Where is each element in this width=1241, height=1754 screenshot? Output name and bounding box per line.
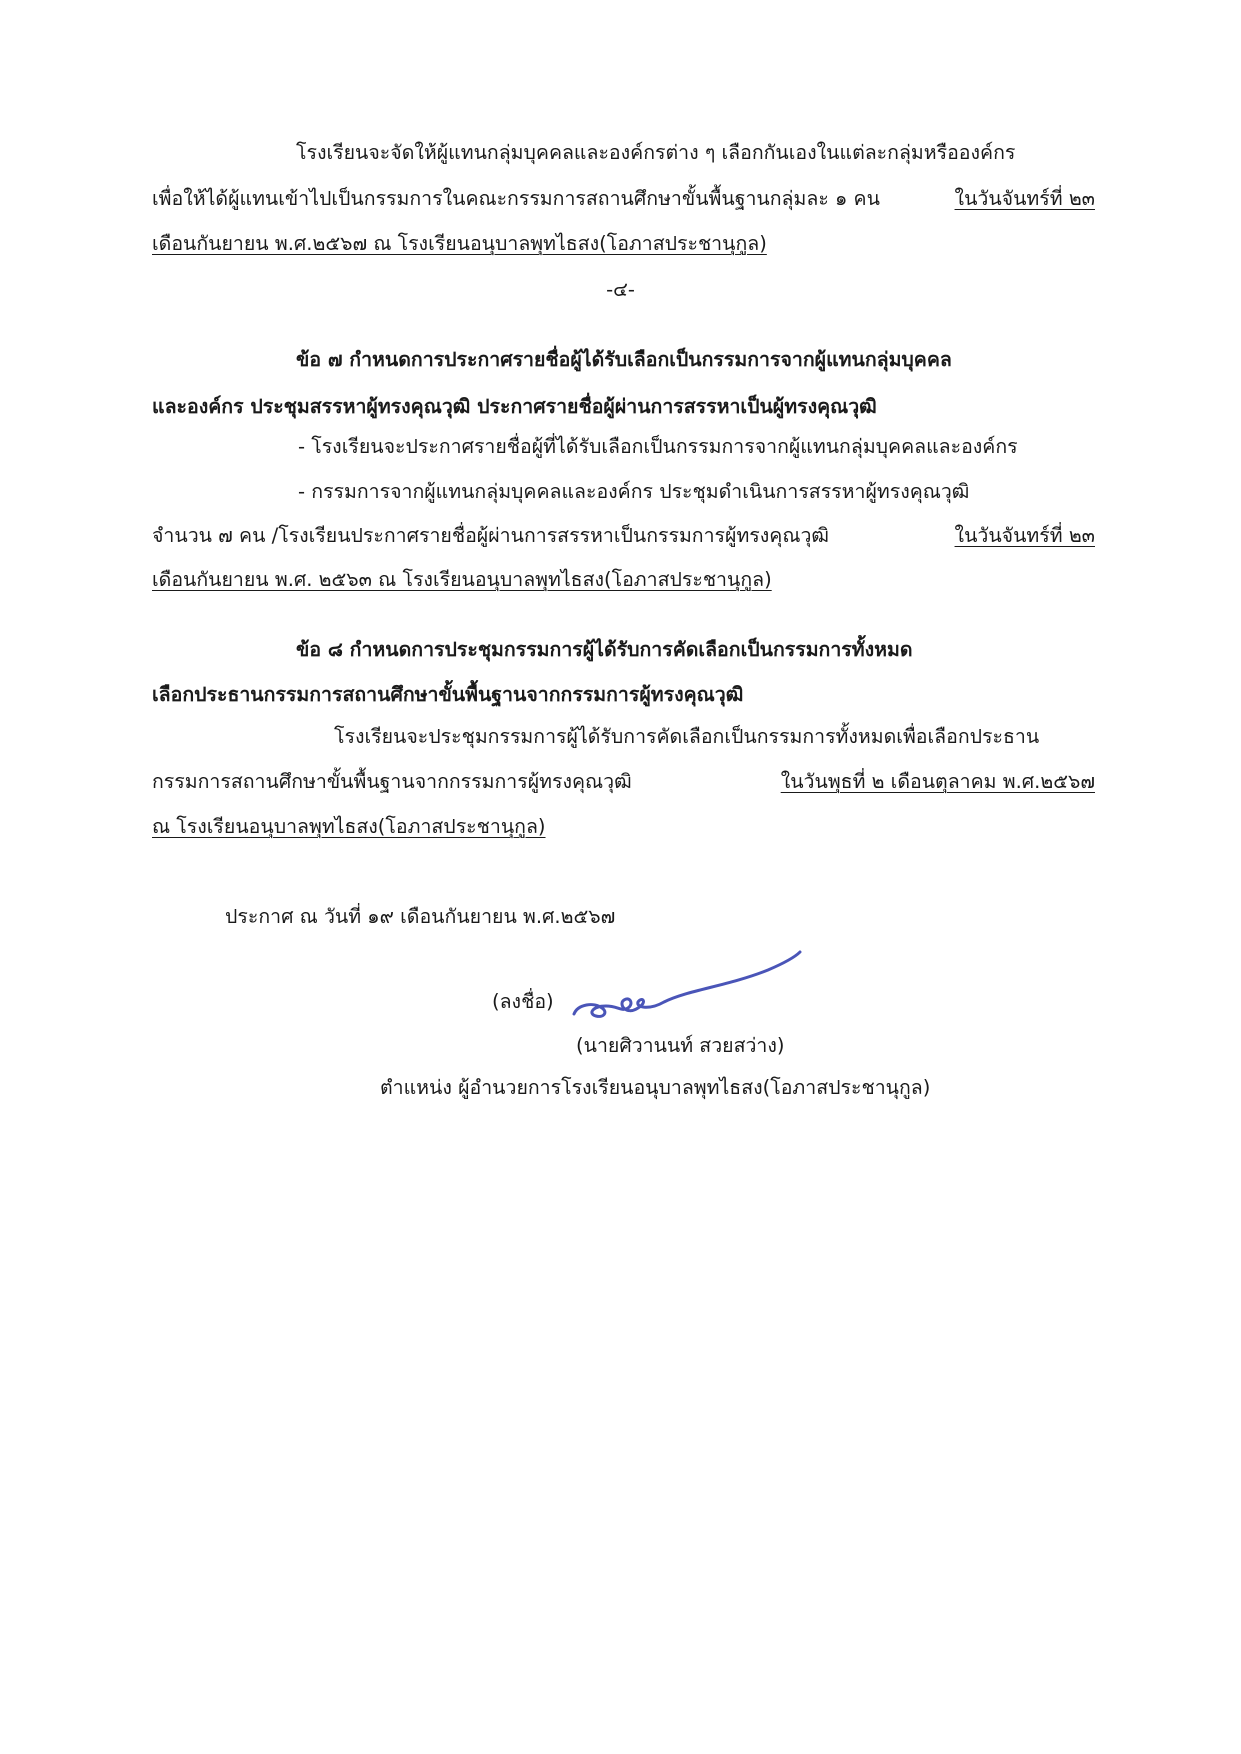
prev-line-2-date: ในวันจันทร์ที่ ๒๓ [954, 187, 1095, 210]
section-7-line-3 [152, 521, 1095, 551]
page-number: -๔- [606, 278, 635, 301]
prev-paragraph-line-2 [152, 184, 1095, 214]
section-8-heading-line-1: ข้อ ๘ กำหนดการประชุมกรรมการผู้ได้รับการคัดเลือกเป็นกรรมการทั้งหมด [296, 638, 913, 661]
prev-paragraph-line-3: เดือนกันยายน พ.ศ.๒๕๖๗ ณ โรงเรียนอนุบาลพุทไธสง(โอภาสประชานุกูล) [152, 232, 767, 255]
sign-label: (ลงชื่อ) [492, 990, 554, 1013]
section-7-heading-line-1: ข้อ ๗ กำหนดการประกาศรายชื่อผู้ได้รับเลือกเป็นกรรมการจากผู้แทนกลุ่มบุคคล [296, 348, 952, 371]
section-7-line-3-date: ในวันจันทร์ที่ ๒๓ [954, 524, 1095, 547]
section-7-bullet-1: - โรงเรียนจะประกาศรายชื่อผู้ที่ได้รับเลือกเป็นกรรมการจากผู้แทนกลุ่มบุคคลและองค์กร [298, 435, 1018, 458]
signature-stroke [574, 952, 800, 1016]
section-8-heading-line-2: เลือกประธานกรรมการสถานศึกษาขั้นพื้นฐานจากกรรมการผู้ทรงคุณวุฒิ [152, 683, 744, 706]
announce-date: ประกาศ ณ วันที่ ๑๙ เดือนกันยายน พ.ศ.๒๕๖๗ [225, 905, 616, 928]
section-8-line-1: โรงเรียนจะประชุมกรรมการผู้ได้รับการคัดเลือกเป็นกรรมการทั้งหมดเพื่อเลือกประธาน [334, 725, 1040, 748]
signer-name: (นายศิวานนท์ สวยสว่าง) [576, 1034, 785, 1057]
section-8-line-2-date: ในวันพุธที่ ๒ เดือนตุลาคม พ.ศ.๒๕๖๗ [780, 770, 1095, 793]
section-7-heading-line-2: และองค์กร ประชุมสรรหาผู้ทรงคุณวุฒิ ประกาศรายชื่อผู้ผ่านการสรรหาเป็นผู้ทรงคุณวุฒิ [152, 395, 877, 418]
prev-paragraph-line-1: โรงเรียนจะจัดให้ผู้แทนกลุ่มบุคคลและองค์กรต่าง ๆ เลือกกันเองในแต่ละกลุ่มหรือองค์กร [296, 141, 1016, 164]
signer-position: ตำแหน่ง ผู้อำนวยการโรงเรียนอนุบาลพุทไธสง(โอภาสประชานุกูล) [380, 1076, 931, 1099]
prev-line-2-text: เพื่อให้ได้ผู้แทนเข้าไปเป็นกรรมการในคณะกรรมการสถานศึกษาขั้นพื้นฐานกลุ่มละ ๑ คน [152, 187, 880, 210]
section-8-line-2-text: กรรมการสถานศึกษาขั้นพื้นฐานจากกรรมการผู้ทรงคุณวุฒิ [152, 770, 632, 793]
section-7-line-4: เดือนกันยายน พ.ศ. ๒๕๖๓ ณ โรงเรียนอนุบาลพุทไธสง(โอภาสประชานุกูล) [152, 568, 772, 591]
section-7-line-3-text: จำนวน ๗ คน /โรงเรียนประกาศรายชื่อผู้ผ่านการสรรหาเป็นกรรมการผู้ทรงคุณวุฒิ [152, 524, 830, 547]
section-8-line-2 [152, 767, 1095, 797]
section-8-line-3: ณ โรงเรียนอนุบาลพุทไธสง(โอภาสประชานุกูล) [152, 815, 546, 838]
section-7-bullet-2: - กรรมการจากผู้แทนกลุ่มบุคคลและองค์กร ประชุมดำเนินการสรรหาผู้ทรงคุณวุฒิ [298, 480, 970, 503]
signature-image [568, 946, 808, 1026]
